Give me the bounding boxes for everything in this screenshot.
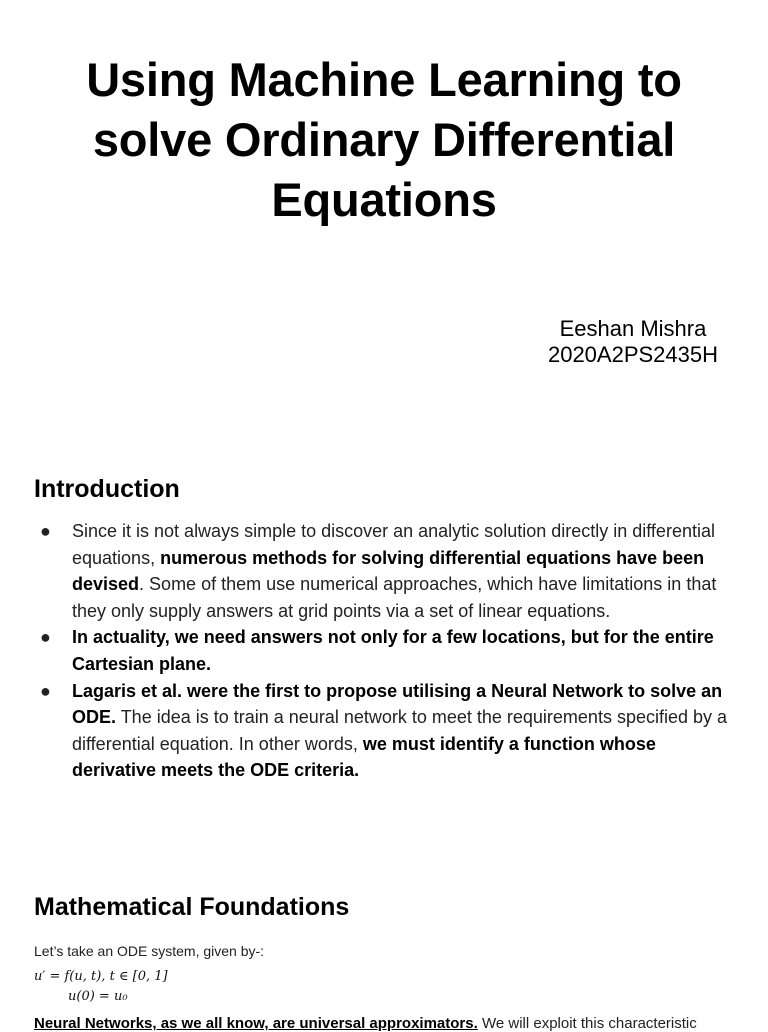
- introduction-bullet: [34, 624, 740, 677]
- initial-condition-equation: u(0) = u₀: [68, 989, 128, 1004]
- math-foundations-heading: Mathematical Foundations: [34, 893, 350, 921]
- introduction-bullet-list: [34, 518, 740, 784]
- bullet-text: . Some of them use numerical approaches, which have limitations in that they only supply answers at grid points via a set of linear equations.: [72, 574, 717, 621]
- ode-intro-text: Let’s take an ODE system, given by-:: [34, 943, 265, 959]
- neural-network-bold-text: Neural Networks, as we all know, are universal approximators.: [34, 1015, 478, 1032]
- bullet-text: Since it is not always simple to discover an analytic solution directly in differential equations,: [72, 521, 715, 568]
- bullet-dot-icon: ●: [40, 521, 51, 541]
- bullet-bold-text: Lagaris et al. were the first to propose utilising a Neural Network to solve an ODE.: [72, 680, 723, 728]
- bullet-bold-text: numerous methods for solving differential equations have been devised: [72, 547, 705, 595]
- bullet-dot-icon: ●: [40, 627, 51, 648]
- author-name: Eeshan Mishra: [559, 316, 707, 341]
- author-id: 2020A2PS2435H: [547, 342, 718, 367]
- ode-equation: u′ = f(u, t), t ∈ [0, 1]: [34, 969, 168, 984]
- bullet-bold-text: In actuality, we need answers not only for a few locations, but for the entire Cartesian plane.: [72, 627, 714, 674]
- introduction-bullet: [34, 518, 740, 624]
- bullet-text: The idea is to train a neural network to meet the requirements specified by a differential equation. In other words,: [72, 707, 728, 754]
- introduction-heading: Introduction: [34, 475, 180, 503]
- document-title: Using Machine Learning to solve Ordinary Differential Equations: [86, 53, 682, 226]
- bullet-bold-text: we must identify a function whose derivative meets the ODE criteria.: [72, 733, 656, 781]
- author-block: [548, 316, 718, 368]
- neural-network-text: We will exploit this characteristic: [477, 1015, 697, 1032]
- bullet-dot-icon: ●: [40, 680, 51, 701]
- introduction-bullet: [34, 678, 740, 784]
